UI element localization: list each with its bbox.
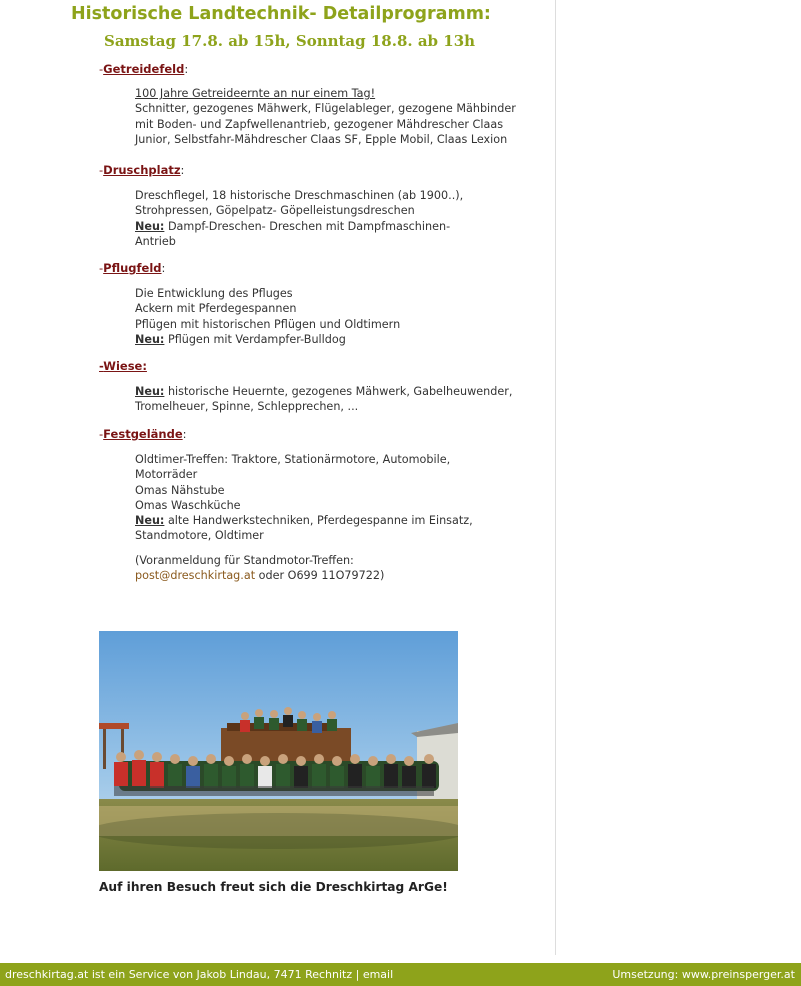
section-heading-wiese [99, 359, 147, 373]
link-wiese[interactable]: -Wiese: [99, 359, 147, 373]
footer-left [5, 968, 393, 981]
neu-text: alte Handwerkstechniken, Pferdegespanne im Einsatz, [164, 514, 473, 528]
neu-line [135, 513, 473, 528]
footer-credit-text: dreschkirtag.at ist ein Service von Jakob Lindau, 7471 Rechnitz | [5, 968, 363, 981]
note-contact-line [135, 568, 473, 583]
text-line: mit Boden- und Zapfwellenantrieb, gezogener Mähdrescher Claas [135, 117, 504, 131]
page-title: Historische Landtechnik- Detailprogramm: [71, 4, 491, 24]
footer-bar [0, 963, 801, 986]
neu-line [135, 219, 463, 234]
intro-text: 100 Jahre Getreideernte an nur einem Tag! [135, 87, 376, 100]
link-wiese-label: Wiese: [103, 359, 147, 373]
section-heading-getreidefeld: -Getreidefeld: [99, 62, 189, 76]
note-line: (Voranmeldung für Standmotor-Treffen: [135, 553, 354, 567]
neu-label: Neu: [135, 385, 165, 398]
footer-designer-link[interactable]: www.preinsperger.at [681, 968, 795, 981]
section-body-druschplatz [135, 188, 463, 249]
neu-label: Neu: [135, 332, 165, 346]
closing-caption: Auf ihren Besuch freut sich die Dreschkirtag ArGe! [99, 880, 448, 894]
section-body-getreidefeld [135, 86, 516, 147]
text-line: Strohpressen, Göpelpatz- Göpelleistungsdreschen [135, 204, 415, 218]
footer-right [612, 968, 795, 981]
text-line: Die Entwicklung des Pfluges [135, 287, 293, 300]
text-line: Ackern mit Pferdegespannen [135, 302, 297, 316]
email-link[interactable]: post@dreschkirtag.at [135, 569, 256, 583]
event-dates: Samstag 17.8. ab 15h, Sonntag 18.8. ab 13h [104, 32, 476, 50]
footer-email-link[interactable]: email [362, 968, 394, 981]
section-body-festgelaende [135, 452, 473, 583]
neu-line [135, 384, 512, 399]
text-line: Oldtimer-Treffen: Traktore, Stationärmotore, Automobile, [135, 453, 451, 466]
text-line: Motorräder [135, 468, 198, 482]
link-getreidefeld[interactable]: Getreidefeld [103, 62, 185, 76]
neu-text: Dampf-Dreschen- Dreschen mit Dampfmaschinen- [164, 219, 451, 233]
text-line: Dreschflegel, 18 historische Dreschmaschinen (ab 1900..), [135, 189, 464, 202]
group-photo [99, 631, 458, 871]
section-heading-festgelaende: -Festgelände: [99, 427, 187, 441]
neu-line [135, 332, 400, 347]
neu-text: Pflügen mit Verdampfer-Bulldog [164, 332, 346, 346]
text-line: Schnitter, gezogenes Mähwerk, Flügelableger, gezogene Mähbinder [135, 102, 516, 116]
group-photo-image [99, 631, 458, 871]
text-line: Standmotore, Oldtimer [135, 529, 264, 543]
link-pflugfeld[interactable]: Pflugfeld [103, 261, 162, 275]
text-line: Pflügen mit historischen Pflügen und Oldtimern [135, 317, 401, 331]
section-body-wiese [135, 384, 512, 415]
section-body-pflugfeld [135, 286, 400, 347]
note-phone: oder O699 11O79722) [255, 569, 385, 583]
text-line: Antrieb [135, 234, 176, 248]
footer-design-label: Umsetzung: [612, 968, 682, 981]
neu-label: Neu: [135, 514, 165, 528]
link-druschplatz[interactable]: Druschplatz [103, 163, 181, 177]
neu-text: historische Heuernte, gezogenes Mähwerk, Gabelheuwender, [164, 385, 513, 398]
text-line: Omas Waschküche [135, 498, 241, 512]
section-heading-druschplatz: -Druschplatz: [99, 163, 185, 177]
neu-label: Neu: [135, 219, 165, 233]
section-heading-pflugfeld: -Pflugfeld: [99, 261, 166, 275]
link-festgelaende[interactable]: Festgelände [103, 427, 183, 441]
text-line: Omas Nähstube [135, 483, 225, 497]
text-line: Junior, Selbstfahr-Mähdrescher Claas SF, Epple Mobil, Claas Lexion [135, 132, 508, 146]
text-line: Tromelheuer, Spinne, Schlepprechen, ... [135, 400, 359, 414]
